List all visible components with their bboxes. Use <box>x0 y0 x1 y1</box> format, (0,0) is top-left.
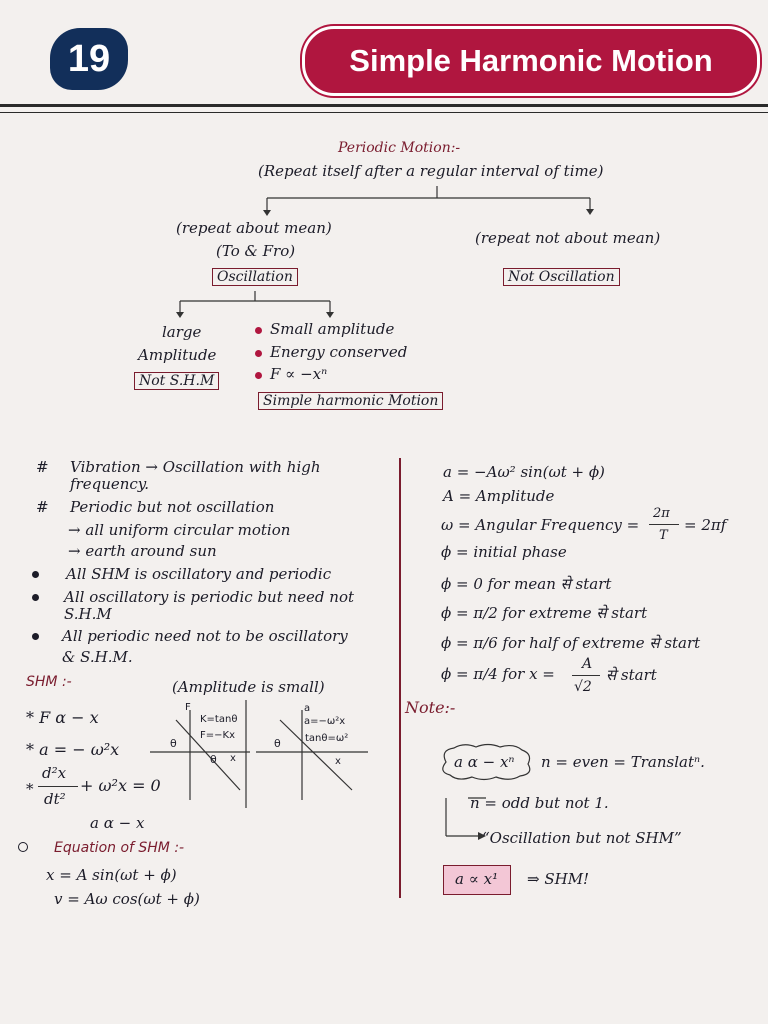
diff-eq-numerator: d²x <box>42 764 67 782</box>
bullet-text-1: All SHM is oscillatory and periodic <box>66 565 332 583</box>
phase-half-extreme: ϕ = π/6 for half of extreme से start <box>441 634 701 652</box>
bullet-text-3: All periodic need not to be oscillatory <box>62 627 348 645</box>
oscillation-not-shm: “Oscillation but not SHM” <box>482 829 682 847</box>
bullet-dot <box>32 633 39 640</box>
shm-condition: a ∝ x¹ <box>455 870 499 888</box>
n-odd-note: n = odd but not 1. <box>470 794 609 812</box>
bullet-text-2: All oscillatory is periodic but need not <box>64 588 355 606</box>
phase-pi4-denominator: √2 <box>574 679 592 695</box>
note-heading: Note:- <box>405 698 456 717</box>
periodic-not-oscillation: Periodic but not oscillation <box>70 498 275 516</box>
graph2-theta: θ <box>274 737 281 750</box>
graph1-theta-right: θ <box>210 753 217 766</box>
graph2-x-label: x <box>335 756 341 767</box>
not-shm-box: Not S.H.M <box>134 372 219 390</box>
repeat-not-about-mean: (repeat not about mean) <box>475 229 661 247</box>
diff-eq-rest: + ω²x = 0 <box>80 776 161 795</box>
phase-pi4-suffix: से start <box>606 666 657 684</box>
omega-fraction-bar <box>649 524 679 525</box>
example-circular-motion: → all uniform circular motion <box>68 521 291 539</box>
to-and-fro: (To & Fro) <box>216 242 296 260</box>
acceleration-eq: * a = − ω²x <box>26 740 120 759</box>
accel-formula: a = −Aω² sin(ωt + ϕ) <box>443 463 605 481</box>
omega-suffix: = 2πf <box>684 516 727 534</box>
graph1-k-label: K=tanθ <box>200 714 238 725</box>
amplitude-label: Amplitude <box>138 346 217 364</box>
angular-frequency-def: ω = Angular Frequency = <box>441 516 640 534</box>
omega-denominator: T <box>659 528 668 543</box>
equation-of-shm-heading: Equation of SHM :- <box>54 840 185 856</box>
not-oscillation-box: Not Oscillation <box>503 268 620 286</box>
example-earth-sun: → earth around sun <box>68 542 217 560</box>
shm-box: Simple harmonic Motion <box>258 392 443 410</box>
chapter-badge: 19 <box>50 28 128 90</box>
graph1-force-label: F=−Kx <box>200 730 235 741</box>
accel-proportional-eq: a α − x <box>90 814 145 832</box>
omega-numerator: 2π <box>653 506 670 521</box>
phase-pi4-numerator: A <box>582 656 593 672</box>
graph2-tan-label: tanθ=ω² <box>305 733 349 744</box>
displacement-eq: x = A sin(ωt + ϕ) <box>46 866 177 884</box>
force-proportional-eq: * F α − x <box>26 708 99 727</box>
graph1-axis-label: F <box>185 702 191 713</box>
graph2-axis-label: a <box>304 703 311 714</box>
oscillation-box: Oscillation <box>212 268 298 286</box>
n-even-note: n = even = Translatⁿ. <box>541 753 705 771</box>
diff-eq-fraction-bar <box>38 786 78 787</box>
amplitude-small-note: (Amplitude is small) <box>172 678 325 696</box>
phase-extreme: ϕ = π/2 for extreme से start <box>441 604 648 622</box>
velocity-eq: v = Aω cos(ωt + ϕ) <box>54 890 200 908</box>
hollow-bullet <box>18 842 28 852</box>
column-divider <box>399 458 401 898</box>
periodic-motion-definition: (Repeat itself after a regular interval of time) <box>258 162 604 180</box>
phase-mean: ϕ = 0 for mean से start <box>441 575 612 593</box>
shm-heading: SHM :- <box>26 674 72 690</box>
bullet-text-3b: & S.H.M. <box>62 648 133 666</box>
chapter-title: Simple Harmonic Motion <box>302 26 760 96</box>
bullet-dot <box>32 571 39 578</box>
hash-marker-2: # <box>36 498 49 516</box>
bullet-dot <box>32 594 39 601</box>
repeat-about-mean: (repeat about mean) <box>176 219 332 237</box>
implies-shm: ⇒ SHM! <box>527 870 590 888</box>
amplitude-def: A = Amplitude <box>443 487 555 505</box>
bullet-text-2b: S.H.M <box>64 605 112 623</box>
vibration-line-2: frequency. <box>70 475 150 493</box>
large-label: large <box>162 323 202 341</box>
vibration-line-1: Vibration → Oscillation with high <box>70 458 321 476</box>
diff-eq-star: * <box>26 780 34 798</box>
shm-property-3: F ∝ −xⁿ <box>255 365 327 383</box>
hash-marker-1: # <box>36 458 49 476</box>
diff-eq-denominator: dt² <box>44 790 66 808</box>
phase-pi4-prefix: ϕ = π/4 for x = <box>441 665 555 683</box>
graph1-x-label: x <box>230 753 236 764</box>
cloud-relation: a α − xⁿ <box>454 753 515 771</box>
phase-pi4-fraction-bar <box>572 675 600 676</box>
periodic-motion-title: Periodic Motion:- <box>338 140 461 156</box>
initial-phase-def: ϕ = initial phase <box>441 543 567 561</box>
shm-property-1: Small amplitude <box>255 320 394 338</box>
graph2-accel-label: a=−ω²x <box>304 716 346 727</box>
shm-property-2: Energy conserved <box>255 343 407 361</box>
graph1-theta-left: θ <box>170 737 177 750</box>
